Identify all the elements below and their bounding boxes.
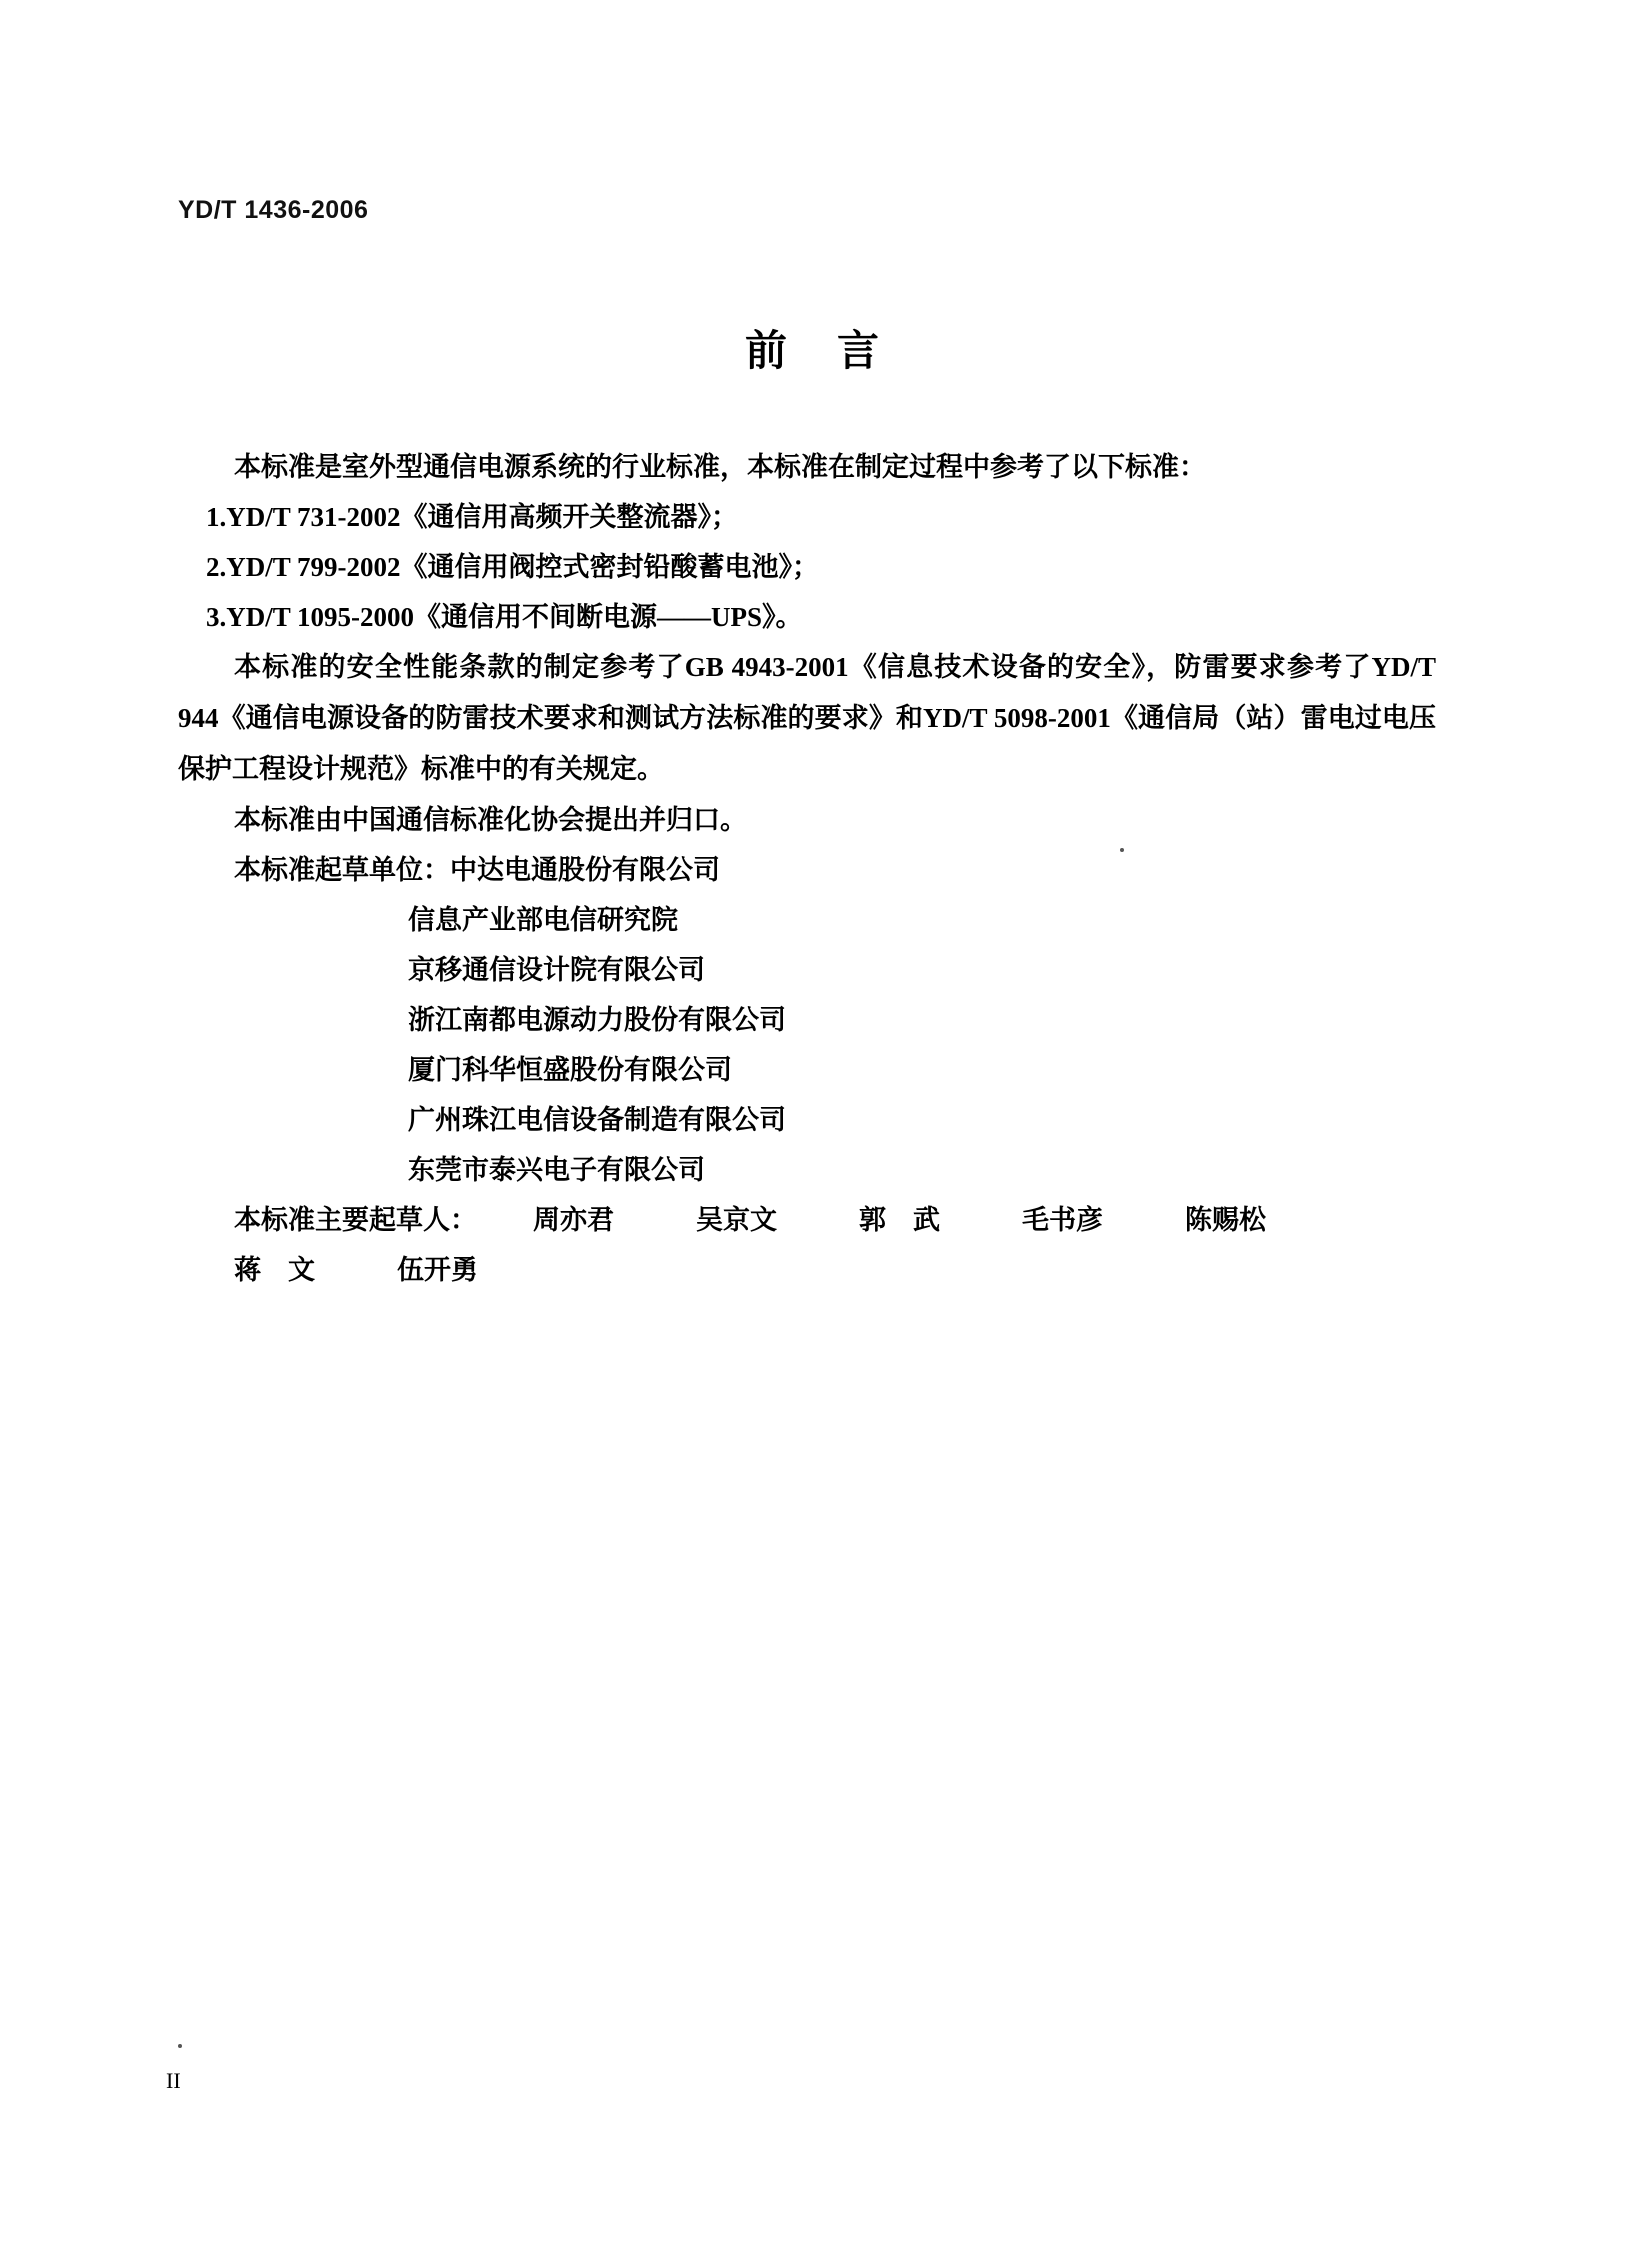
page-number: II — [166, 2068, 181, 2093]
drafter-name: 周亦君 — [533, 1205, 614, 1235]
main-drafters-label: 本标准主要起草人： — [234, 1205, 477, 1235]
reference-item-1: 1.YD/T 731-2002《通信用高频开关整流器》； — [206, 502, 739, 532]
drafting-unit-item: 京移通信设计院有限公司 — [408, 955, 705, 985]
drafting-unit-item: 浙江南都电源动力股份有限公司 — [408, 1005, 786, 1035]
drafter-name: 毛书彦 — [1022, 1205, 1103, 1235]
page-header-code: YD/T 1436-2006 — [178, 196, 369, 224]
drafting-unit-item: 信息产业部电信研究院 — [408, 905, 678, 935]
stray-mark-lower — [178, 2044, 182, 2048]
stray-mark-upper — [1120, 848, 1124, 852]
drafting-units-label: 本标准起草单位：中达电通股份有限公司 — [234, 855, 720, 885]
drafter-name: 陈赐松 — [1185, 1205, 1266, 1235]
drafter-name: 吴京文 — [696, 1205, 777, 1235]
drafter-name: 郭 武 — [859, 1205, 940, 1235]
paragraph-proposer: 本标准由中国通信标准化协会提出并归口。 — [234, 805, 747, 835]
page-title — [0, 318, 1626, 378]
drafter-name: 蒋 文 — [234, 1255, 315, 1285]
drafting-unit-item: 广州珠江电信设备制造有限公司 — [408, 1105, 786, 1135]
drafting-unit-item: 东莞市泰兴电子有限公司 — [408, 1155, 705, 1185]
page-title-char-1: 前 — [744, 326, 789, 375]
reference-item-2: 2.YD/T 799-2002《通信用阀控式密封铅酸蓄电池》； — [206, 552, 820, 582]
drafting-units-block — [178, 845, 1436, 1195]
paragraph-safety-clause: 本标准的安全性能条款的制定参考了GB 4943-2001《信息技术设备的安全》，防雷要求参考了YD/T 944《通信电源设备的防雷技术要求和测试方法标准的要求》和YD/T 5098-2001《通信局（站）雷电过电压保护工程设计规范》标准中的有关规定。 — [178, 652, 1436, 784]
drafting-unit-item: 厦门科华恒盛股份有限公司 — [408, 1055, 732, 1085]
page-title-char-2: 言 — [837, 326, 882, 375]
document-body — [178, 442, 1436, 1295]
paragraph-intro: 本标准是室外型通信电源系统的行业标准，本标准在制定过程中参考了以下标准： — [234, 452, 1206, 482]
main-drafters-line — [178, 1195, 1436, 1295]
reference-item-3: 3.YD/T 1095-2000《通信用不间断电源——UPS》。 — [206, 602, 803, 632]
drafter-name: 伍开勇 — [397, 1255, 478, 1285]
